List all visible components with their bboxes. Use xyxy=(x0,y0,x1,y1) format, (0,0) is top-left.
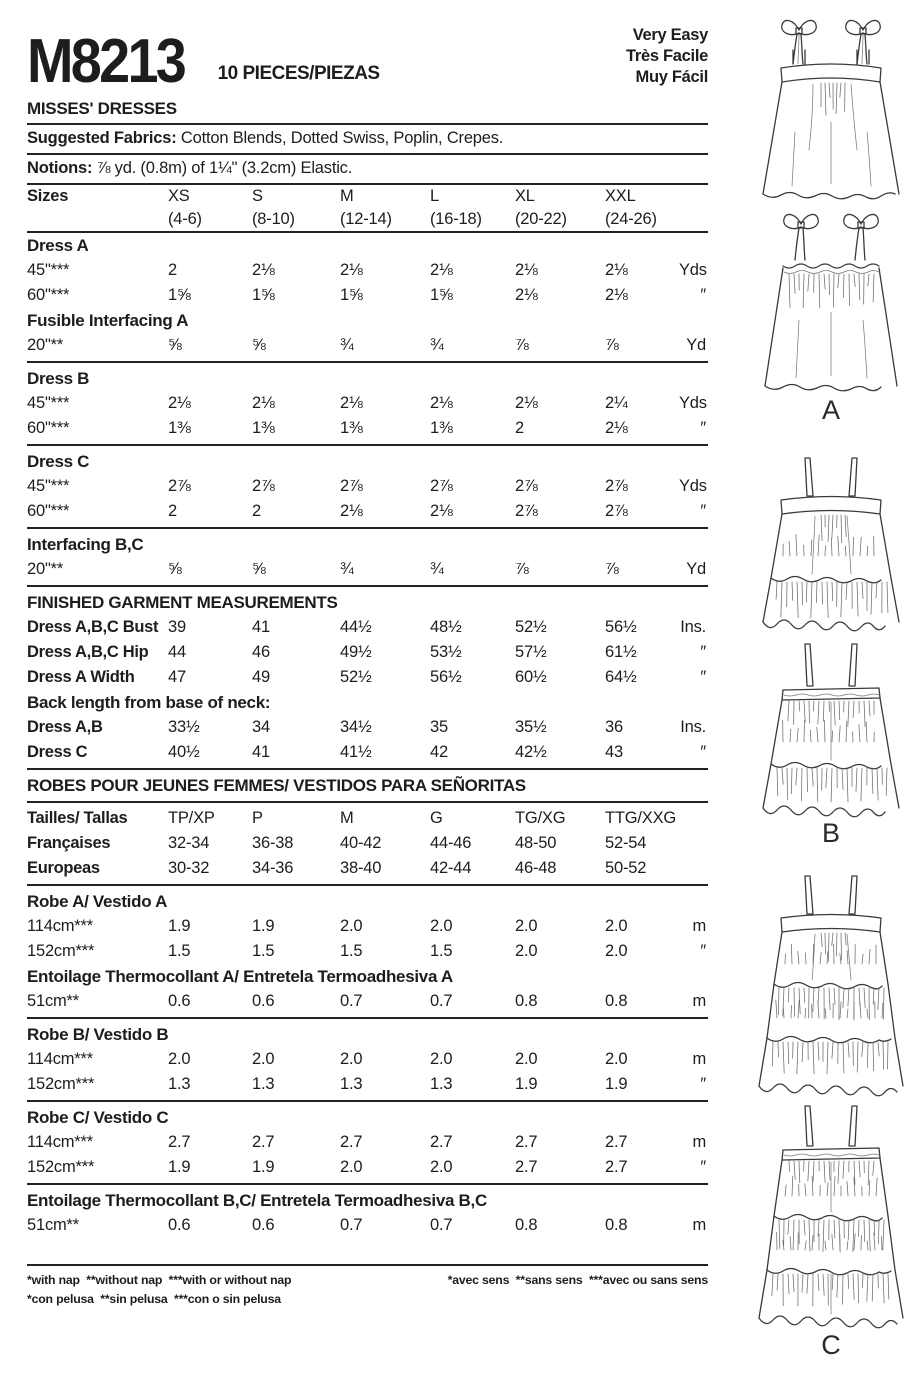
footnote-french: *avec sens **sans sens ***avec ou sans sens xyxy=(447,1273,708,1287)
row-value: 2⅛ xyxy=(340,261,363,279)
table-row xyxy=(27,499,708,524)
row-value: 0.7 xyxy=(430,1216,453,1234)
section-row: FINISHED GARMENT MEASUREMENTS xyxy=(27,593,338,612)
row-value: 0.8 xyxy=(515,992,538,1010)
row-value: 2⅛ xyxy=(252,261,275,279)
bow-left xyxy=(782,20,816,64)
row-value: ⅝ xyxy=(252,560,266,578)
row-value: 0.7 xyxy=(430,992,453,1010)
table-row xyxy=(27,989,708,1014)
dress-illustrations xyxy=(745,0,917,1376)
row-unit: ″ xyxy=(700,743,706,761)
size-range: (20-22) xyxy=(515,210,567,228)
row-value: TTG/XXG xyxy=(605,809,677,827)
row-value: 2⅞ xyxy=(605,502,628,520)
row-value: 2⅛ xyxy=(430,394,453,412)
row-value: 64½ xyxy=(605,668,637,686)
view-a-label-wrap xyxy=(745,395,917,426)
row-value: 36-38 xyxy=(252,834,294,852)
row-value: ⅞ xyxy=(515,336,529,354)
row-value: 2⅞ xyxy=(515,477,538,495)
row-value: 2⅞ xyxy=(605,477,628,495)
row-label: 114cm*** xyxy=(27,917,93,935)
divider xyxy=(27,444,708,446)
table-row xyxy=(27,283,708,308)
row-unit: ″ xyxy=(700,668,706,686)
table-row xyxy=(27,333,708,358)
row-value: 2 xyxy=(515,419,524,437)
table-row xyxy=(27,1072,708,1097)
table-row xyxy=(27,806,708,831)
row-value: 2.0 xyxy=(515,917,538,935)
row-value: 2⅛ xyxy=(340,394,363,412)
row-value: 42½ xyxy=(515,743,547,761)
row-value: 2.7 xyxy=(252,1133,275,1151)
notions-line xyxy=(27,155,708,183)
section-row: Fusible Interfacing A xyxy=(27,311,189,330)
pattern-number: M8213 xyxy=(27,26,185,96)
row-value: 49 xyxy=(252,668,270,686)
row-label: Dress A Width xyxy=(27,668,135,686)
row-value: 2.7 xyxy=(605,1158,628,1176)
dress-a-back-illustration xyxy=(745,208,917,396)
row-unit: ″ xyxy=(700,502,706,520)
divider xyxy=(27,361,708,363)
view-c-label-wrap xyxy=(745,1330,917,1361)
row-value: 0.6 xyxy=(168,1216,191,1234)
row-label: Europeas xyxy=(27,859,100,877)
row-value: 35½ xyxy=(515,718,547,736)
row-value: 0.8 xyxy=(605,1216,628,1234)
row-value: 2⅛ xyxy=(605,286,628,304)
row-value: 53½ xyxy=(430,643,462,661)
divider xyxy=(27,768,708,770)
size-range: (4-6) xyxy=(168,210,202,228)
row-value: 1.9 xyxy=(515,1075,538,1093)
footnote-divider xyxy=(27,1264,708,1266)
row-value: 52½ xyxy=(515,618,547,636)
yardage-chart-area xyxy=(27,16,708,1309)
difficulty-es: Muy Fácil xyxy=(635,68,708,86)
row-unit: Yds xyxy=(679,477,707,495)
row-value: ⅞ xyxy=(605,336,619,354)
row-value: ⅝ xyxy=(168,560,182,578)
dress-c-back-illustration xyxy=(745,1102,917,1330)
row-value: TP/XP xyxy=(168,809,215,827)
row-value: 1⅝ xyxy=(252,286,275,304)
row-label: 45"*** xyxy=(27,477,70,495)
table-row xyxy=(27,1130,708,1155)
section-row: Robe C/ Vestido C xyxy=(27,1108,169,1127)
row-value: 2.7 xyxy=(340,1133,363,1151)
divider xyxy=(27,801,708,803)
size-range: (24-26) xyxy=(605,210,657,228)
bow-left xyxy=(784,214,818,260)
section-row: Entoilage Thermocollant B,C/ Entretela Termoadhesiva B,C xyxy=(27,1191,487,1210)
difficulty-rating xyxy=(626,25,708,88)
table-row xyxy=(27,640,708,665)
row-value: 2.0 xyxy=(430,1050,453,1068)
table-row xyxy=(27,856,708,881)
row-value: ¾ xyxy=(430,336,444,354)
row-value: 1.9 xyxy=(168,917,191,935)
row-value: 36 xyxy=(605,718,623,736)
divider xyxy=(27,1183,708,1185)
row-label: 51cm** xyxy=(27,992,79,1010)
row-value: 2⅛ xyxy=(605,419,628,437)
row-value: 48-50 xyxy=(515,834,557,852)
row-value: 0.6 xyxy=(168,992,191,1010)
row-label: 20"** xyxy=(27,336,64,354)
row-value: 2.7 xyxy=(515,1133,538,1151)
table-row xyxy=(27,831,708,856)
sizes-label: Sizes xyxy=(27,187,69,205)
row-value: 0.8 xyxy=(515,1216,538,1234)
row-label: 152cm*** xyxy=(27,1158,95,1176)
table-row xyxy=(27,1213,708,1238)
row-value: 2⅛ xyxy=(515,394,538,412)
row-value: ¾ xyxy=(340,336,354,354)
footnotes-left xyxy=(27,1271,291,1309)
row-unit: m xyxy=(692,992,706,1010)
table-row xyxy=(27,715,708,740)
section-row: Entoilage Thermocollant A/ Entretela Termoadhesiva A xyxy=(27,967,453,986)
row-value: 1⅜ xyxy=(340,419,363,437)
dress-b-back-illustration xyxy=(745,640,917,820)
row-value: 2.7 xyxy=(605,1133,628,1151)
page-title: MISSES' DRESSES xyxy=(27,99,177,118)
row-value: 2.0 xyxy=(430,917,453,935)
row-value: 47 xyxy=(168,668,186,686)
table-row xyxy=(27,1155,708,1180)
row-unit: ″ xyxy=(700,942,706,960)
row-value: 2.7 xyxy=(515,1158,538,1176)
size-name: L xyxy=(430,187,439,205)
view-c-label: C xyxy=(821,1330,841,1360)
row-value: ⅝ xyxy=(168,336,182,354)
row-value: 1.9 xyxy=(605,1075,628,1093)
row-value: 2.7 xyxy=(430,1133,453,1151)
table-row xyxy=(27,474,708,499)
row-value: 34-36 xyxy=(252,859,294,877)
row-value: 1⅝ xyxy=(168,286,191,304)
row-value: 2⅛ xyxy=(430,502,453,520)
size-name: M xyxy=(340,187,354,205)
row-unit: Yd xyxy=(686,336,706,354)
row-value: 0.7 xyxy=(340,992,363,1010)
footnotes xyxy=(27,1271,708,1309)
table-row xyxy=(27,258,708,283)
row-value: 2 xyxy=(168,502,177,520)
row-value: 2⅛ xyxy=(515,286,538,304)
row-unit: ″ xyxy=(700,643,706,661)
row-label: 152cm*** xyxy=(27,942,95,960)
size-range: (12-14) xyxy=(340,210,392,228)
row-value: 2 xyxy=(168,261,177,279)
row-value: ⅝ xyxy=(252,336,266,354)
dress-b-front-illustration xyxy=(745,452,917,636)
row-value: 2⅞ xyxy=(252,477,275,495)
header-row xyxy=(27,16,708,96)
row-value: 1.5 xyxy=(430,942,453,960)
yardage-table-rows xyxy=(27,233,708,1238)
size-name: XL xyxy=(515,187,535,205)
size-name: XS xyxy=(168,187,190,205)
row-value: ¾ xyxy=(340,560,354,578)
row-value: 61½ xyxy=(605,643,637,661)
row-value: 48½ xyxy=(430,618,462,636)
row-label: Dress A,B,C Bust xyxy=(27,618,159,636)
row-unit: Ins. xyxy=(680,618,706,636)
notions-label: Notions: xyxy=(27,159,93,177)
row-value: 2.0 xyxy=(252,1050,275,1068)
row-label: Dress A,B,C Hip xyxy=(27,643,149,661)
row-unit: ″ xyxy=(700,1158,706,1176)
row-value: 0.8 xyxy=(605,992,628,1010)
section-row: Dress C xyxy=(27,452,90,471)
row-value: 1.9 xyxy=(252,917,275,935)
row-value: 2⅛ xyxy=(605,261,628,279)
row-unit: Yds xyxy=(679,261,707,279)
row-value: 2.0 xyxy=(168,1050,191,1068)
row-value: 33½ xyxy=(168,718,200,736)
row-unit: m xyxy=(692,917,706,935)
row-label: 45"*** xyxy=(27,261,70,279)
row-value: 0.6 xyxy=(252,992,275,1010)
table-row xyxy=(27,557,708,582)
row-label: 60"*** xyxy=(27,286,70,304)
row-value: 2⅛ xyxy=(252,394,275,412)
suggested-fabrics-label: Suggested Fabrics: xyxy=(27,129,177,147)
row-label: 60"*** xyxy=(27,419,70,437)
table-row xyxy=(27,740,708,765)
row-value: 2.0 xyxy=(605,917,628,935)
row-value: P xyxy=(252,809,263,827)
section-row: Dress A xyxy=(27,236,89,255)
row-unit: ″ xyxy=(700,1075,706,1093)
sizes-header-row xyxy=(27,185,708,208)
row-value: 1.3 xyxy=(430,1075,453,1093)
suggested-fabrics-text: Cotton Blends, Dotted Swiss, Poplin, Crepes. xyxy=(176,129,504,147)
table-row xyxy=(27,615,708,640)
row-value: 46 xyxy=(252,643,270,661)
row-value: 2⅞ xyxy=(168,477,191,495)
size-name: S xyxy=(252,187,263,205)
row-value: 2.0 xyxy=(430,1158,453,1176)
row-value: ⅞ xyxy=(605,560,619,578)
row-value: 1.3 xyxy=(252,1075,275,1093)
row-value: 46-48 xyxy=(515,859,557,877)
difficulty-fr: Très Facile xyxy=(625,47,708,65)
section-row: ROBES POUR JEUNES FEMMES/ VESTIDOS PARA SEÑORITAS xyxy=(27,776,526,795)
row-value: 2.0 xyxy=(340,1050,363,1068)
row-value: M xyxy=(340,809,354,827)
sizes-header xyxy=(27,185,708,231)
row-label: 51cm** xyxy=(27,1216,79,1234)
table-row xyxy=(27,939,708,964)
bow-right xyxy=(846,20,880,64)
row-value: 44½ xyxy=(340,618,372,636)
row-value: 2.0 xyxy=(515,942,538,960)
section-row: Robe A/ Vestido A xyxy=(27,892,168,911)
row-value: 41 xyxy=(252,743,270,761)
section-row: Dress B xyxy=(27,369,90,388)
table-row xyxy=(27,914,708,939)
row-value: 0.6 xyxy=(252,1216,275,1234)
dress-a-front-illustration xyxy=(745,12,917,204)
row-value: 1⅝ xyxy=(430,286,453,304)
row-value: 1⅝ xyxy=(340,286,363,304)
row-value: 1⅜ xyxy=(430,419,453,437)
row-value: 39 xyxy=(168,618,186,636)
notions-text: ⅞ yd. (0.8m) of 1¼" (3.2cm) Elastic. xyxy=(92,159,353,177)
dress-c-front-illustration xyxy=(745,872,917,1098)
table-row xyxy=(27,416,708,441)
row-label: 114cm*** xyxy=(27,1050,93,1068)
row-value: 1⅜ xyxy=(168,419,191,437)
footnote-english: *with nap **without nap ***with or without nap xyxy=(27,1273,292,1287)
piece-count: 10 PIECES/PIEZAS xyxy=(217,63,380,84)
row-value: 2⅛ xyxy=(340,502,363,520)
section-row: Interfacing B,C xyxy=(27,535,144,554)
row-value: 2.0 xyxy=(605,942,628,960)
row-unit: m xyxy=(692,1050,706,1068)
row-value: 42-44 xyxy=(430,859,472,877)
row-value: 52-54 xyxy=(605,834,647,852)
row-label: 20"** xyxy=(27,560,64,578)
row-value: 2⅞ xyxy=(515,502,538,520)
row-unit: m xyxy=(692,1133,706,1151)
row-label: Françaises xyxy=(27,834,111,852)
row-value: 1.3 xyxy=(168,1075,191,1093)
difficulty-en: Very Easy xyxy=(632,26,708,44)
size-range: (16-18) xyxy=(430,210,482,228)
row-value: 38-40 xyxy=(340,859,382,877)
size-range: (8-10) xyxy=(252,210,295,228)
row-value: 2¼ xyxy=(605,394,628,412)
row-value: 56½ xyxy=(605,618,637,636)
row-value: 2.7 xyxy=(168,1133,191,1151)
row-unit: Yd xyxy=(686,560,706,578)
row-value: 2.0 xyxy=(340,917,363,935)
row-value: 34 xyxy=(252,718,270,736)
section-row: Back length from base of neck: xyxy=(27,693,271,712)
row-value: G xyxy=(430,809,443,827)
row-value: 2 xyxy=(252,502,261,520)
row-unit: Ins. xyxy=(680,718,706,736)
view-b-label-wrap xyxy=(745,818,917,849)
row-value: 1.9 xyxy=(168,1158,191,1176)
row-value: 2.0 xyxy=(605,1050,628,1068)
suggested-fabrics-line xyxy=(27,125,708,153)
row-value: 0.7 xyxy=(340,1216,363,1234)
row-value: 2⅛ xyxy=(168,394,191,412)
divider xyxy=(27,527,708,529)
row-value: 1.5 xyxy=(340,942,363,960)
row-value: 57½ xyxy=(515,643,547,661)
row-label: Dress C xyxy=(27,743,88,761)
row-value: 40-42 xyxy=(340,834,382,852)
row-label: 152cm*** xyxy=(27,1075,95,1093)
view-b-label: B xyxy=(821,818,840,848)
row-value: 49½ xyxy=(340,643,372,661)
row-value: 52½ xyxy=(340,668,372,686)
divider xyxy=(27,1100,708,1102)
sizes-range-row xyxy=(27,208,708,231)
row-value: 2⅞ xyxy=(340,477,363,495)
row-value: ¾ xyxy=(430,560,444,578)
table-row xyxy=(27,1047,708,1072)
row-value: 1.3 xyxy=(340,1075,363,1093)
row-label: Tailles/ Tallas xyxy=(27,809,128,827)
row-value: 32-34 xyxy=(168,834,210,852)
row-unit: m xyxy=(692,1216,706,1234)
row-value: 1.5 xyxy=(252,942,275,960)
row-value: 2⅞ xyxy=(430,477,453,495)
row-value: 2.0 xyxy=(515,1050,538,1068)
row-value: 1.5 xyxy=(168,942,191,960)
view-a-label: A xyxy=(821,395,840,425)
row-label: 114cm*** xyxy=(27,1133,93,1151)
row-value: 56½ xyxy=(430,668,462,686)
row-unit: ″ xyxy=(700,419,706,437)
row-value: TG/XG xyxy=(515,809,566,827)
row-value: 60½ xyxy=(515,668,547,686)
row-value: 44 xyxy=(168,643,186,661)
row-label: Dress A,B xyxy=(27,718,103,736)
row-value: 50-52 xyxy=(605,859,647,877)
row-value: 2⅛ xyxy=(430,261,453,279)
table-row xyxy=(27,391,708,416)
row-value: 44-46 xyxy=(430,834,472,852)
row-label: 60"*** xyxy=(27,502,70,520)
section-row: Robe B/ Vestido B xyxy=(27,1025,169,1044)
row-unit: Yds xyxy=(679,394,707,412)
divider xyxy=(27,1017,708,1019)
row-value: 2⅛ xyxy=(515,261,538,279)
bow-right xyxy=(844,214,878,260)
row-unit: ″ xyxy=(700,286,706,304)
row-value: 34½ xyxy=(340,718,372,736)
size-name: XXL xyxy=(605,187,636,205)
row-label: 45"*** xyxy=(27,394,70,412)
divider xyxy=(27,585,708,587)
row-value: 41½ xyxy=(340,743,372,761)
row-value: 43 xyxy=(605,743,623,761)
footnote-spanish: *con pelusa **sin pelusa ***con o sin pelusa xyxy=(27,1292,281,1306)
row-value: 40½ xyxy=(168,743,200,761)
row-value: 35 xyxy=(430,718,448,736)
row-value: 41 xyxy=(252,618,270,636)
row-value: 1⅜ xyxy=(252,419,275,437)
row-value: 42 xyxy=(430,743,448,761)
row-value: ⅞ xyxy=(515,560,529,578)
row-value: 30-32 xyxy=(168,859,210,877)
row-value: 1.9 xyxy=(252,1158,275,1176)
divider xyxy=(27,884,708,886)
table-row xyxy=(27,665,708,690)
row-value: 2.0 xyxy=(340,1158,363,1176)
